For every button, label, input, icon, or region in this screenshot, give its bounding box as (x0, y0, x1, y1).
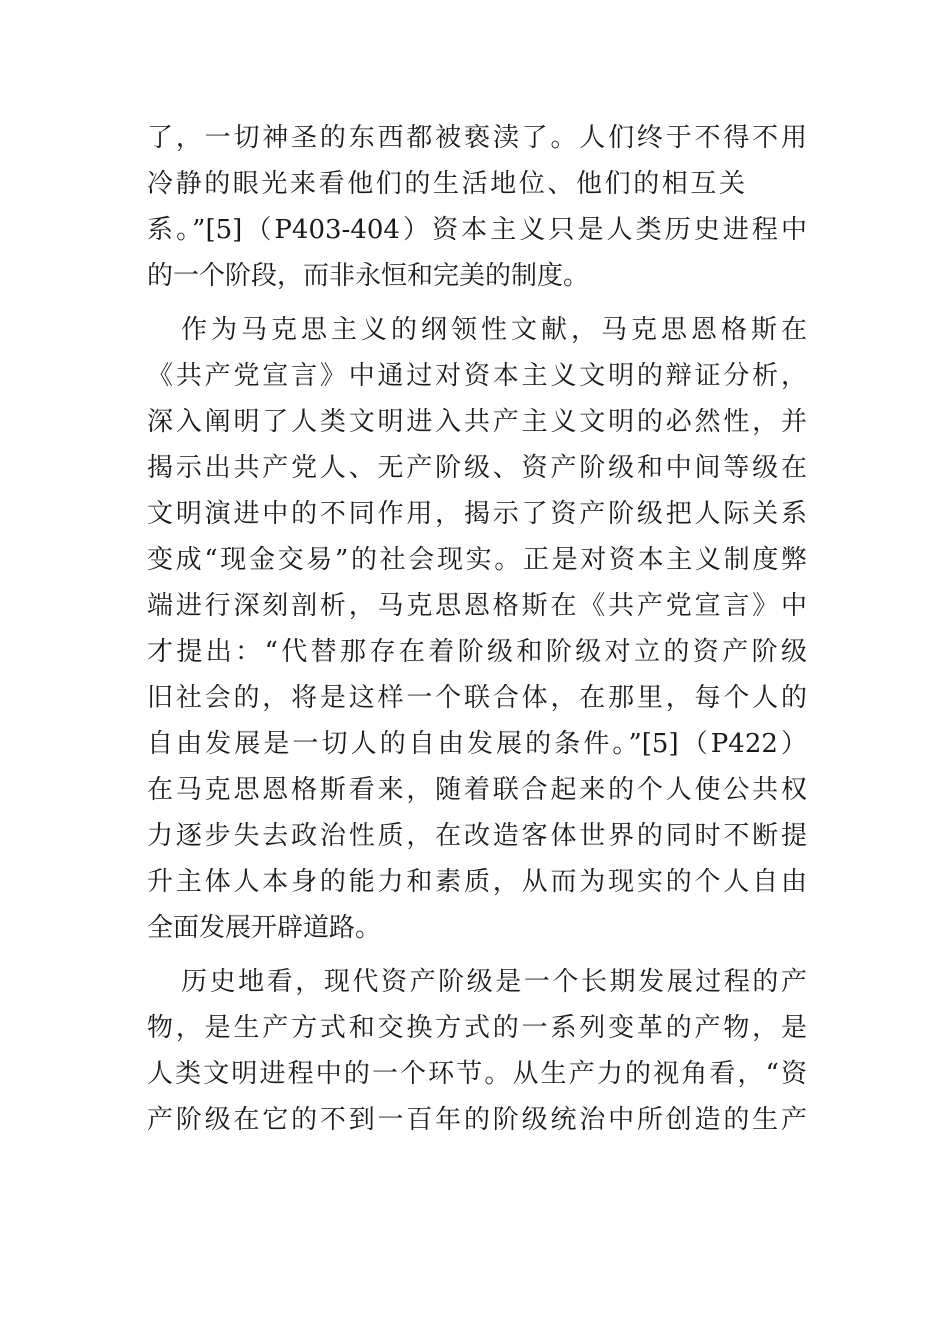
paragraph-2-line-12: 力逐步失去政治性质，在改造客体世界的同时不断提 (147, 821, 807, 851)
paragraph-2-line-6: 变成“现金交易”的社会现实。正是对资本主义制度弊 (147, 545, 807, 575)
paragraph-1-line-1: 了，一切神圣的东西都被亵渎了。人们终于不得不用 (147, 123, 807, 153)
paragraph-2-line-14: 全面发展开辟道路。 (147, 913, 382, 943)
paragraph-2-line-3: 深入阐明了人类文明进入共产主义文明的必然性，并 (147, 407, 807, 437)
paragraph-3-line-3: 人类文明进程中的一个环节。从生产力的视角看，“资 (147, 1059, 807, 1089)
paragraph-2-line-5: 文明演进中的不同作用，揭示了资产阶级把人际关系 (147, 499, 807, 529)
paragraph-2-line-10: 自由发展是一切人的自由发展的条件。”[5]（P422） (147, 729, 807, 759)
paragraph-2-line-7: 端进行深刻剖析，马克思恩格斯在《共产党宣言》中 (147, 591, 807, 621)
paragraph-1-line-2: 冷静的眼光来看他们的生活地位、他们的相互关 (147, 169, 748, 199)
paragraph-2-line-1: 作为马克思主义的纲领性文献，马克思恩格斯在 (181, 315, 807, 345)
paragraph-2-line-2: 《共产党宣言》中通过对资本主义文明的辩证分析， (147, 361, 807, 391)
paragraph-1-line-4: 的一个阶段，而非永恒和完美的制度。 (147, 261, 590, 291)
paragraph-3-line-4: 产阶级在它的不到一百年的阶级统治中所创造的生产 (147, 1105, 807, 1135)
paragraph-2-line-13: 升主体人本身的能力和素质，从而为现实的个人自由 (147, 867, 807, 897)
paragraph-2-line-9: 旧社会的，将是这样一个联合体，在那里，每个人的 (147, 683, 807, 713)
paragraph-2-line-4: 揭示出共产党人、无产阶级、资产阶级和中间等级在 (147, 453, 807, 483)
paragraph-2-line-11: 在马克思恩格斯看来，随着联合起来的个人使公共权 (147, 775, 807, 805)
paragraph-3-line-2: 物，是生产方式和交换方式的一系列变革的产物，是 (147, 1013, 807, 1043)
paragraph-3-line-1: 历史地看，现代资产阶级是一个长期发展过程的产 (181, 967, 807, 997)
paragraph-2-line-8: 才提出：“代替那存在着阶级和阶级对立的资产阶级 (147, 637, 807, 667)
paragraph-1-line-3: 系。”[5]（P403-404）资本主义只是人类历史进程中 (147, 215, 807, 245)
